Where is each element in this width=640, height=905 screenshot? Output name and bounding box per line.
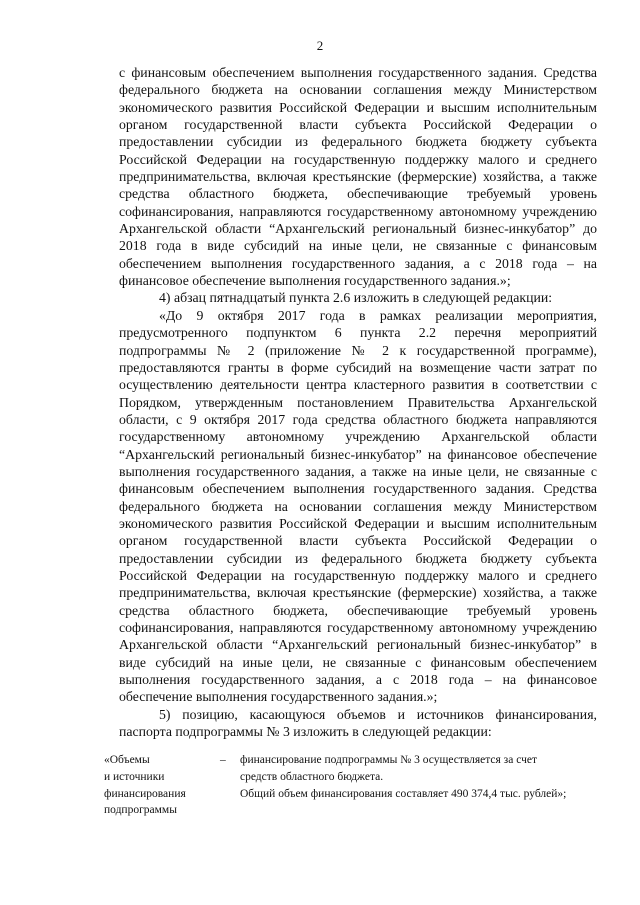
- paragraph-quoted-text: «До 9 октября 2017 года в рамках реализации мероприятия, предусмотренного подпунктом 6 пункта 2.2 перечня мероприятий подпрограммы № 2 (приложение № 2 к государственной программе), предоставляются гранты в форме субсидий на возмещение части затрат по осуществлению деятельности центра кластерного развития в соответствии с Порядком, утвержденным постановлением Правительства Архангельской области, с 9 октября 2017 года средства областного бюджета направляются государственному автономному учреждению Архангельской области “Архангельский региональный бизнес-инкубатор” на финансовое обеспечение выполнения государственного задания, а также на иные цели, не связанные с финансовым обеспечением выполнения государственного задания. Средства федерального бюджета на основании соглашения между Министерством экономического развития Российской Федерации и высшим исполнительным органом государственной власти субъекта Российской Федерации о предоставлении субсидии из федерального бюджета бюджету субъекта Российской Федерации на государственную поддержку малого и среднего предпринимательства, включая крестьянские (фермерские) хозяйства, а также средства областного бюджета, обеспечивающие требуемый уровень софинансирования, направляются государственному автономному учреждению Архангельской области “Архангельский региональный бизнес-инкубатор” в виде субсидий на иные цели, не связанные с финансовым обеспечением выполнения государственного задания, а с 2018 года – на финансовое обеспечение выполнения государственного задания.»;: [119, 307, 597, 705]
- passport-dash: –: [220, 754, 226, 766]
- passport-value-line: Общий объем финансирования составляет 490 374,4 тыс. рублей»;: [240, 787, 567, 800]
- passport-label: [104, 752, 220, 819]
- passport-label-line: «Объемы: [104, 754, 150, 766]
- paragraph-item-5: 5) позицию, касающуюся объемов и источников финансирования, паспорта подпрограммы № 3 изложить в следующей редакции:: [119, 706, 597, 740]
- passport-label-line: и источники: [104, 770, 165, 783]
- page-number: 2: [316, 38, 324, 53]
- passport-label-line: финансирования: [104, 787, 186, 800]
- passport-label-line: подпрограммы: [104, 804, 177, 817]
- paragraph-item-4: 4) абзац пятнадцатый пункта 2.6 изложить в следующей редакции:: [159, 290, 553, 306]
- paragraph-continuation: с финансовым обеспечением выполнения государственного задания. Средства федерального бюджета на основании соглашения между Министерством экономического развития Российской Федерации и высшим исполнительным органом государственной власти субъекта Российской Федерации о предоставлении субсидии из федерального бюджета бюджету субъекта Российской Федерации на государственную поддержку малого и среднего предпринимательства, включая крестьянские (фермерские) хозяйства, а также средства областного бюджета, обеспечивающие требуемый уровень софинансирования, направляются государственному автономному учреждению Архангельской области “Архангельский региональный бизнес-инкубатор” до 2018 года в виде субсидий на иные цели, не связанные с финансовым обеспечением выполнения государственного задания, а с 2018 года – на финансовое обеспечение выполнения государственного задания.»;: [119, 65, 597, 289]
- passport-value: [240, 752, 600, 819]
- document-body: [119, 64, 597, 740]
- passport-value-line: средств областного бюджета.: [240, 770, 384, 783]
- passport-table: [104, 752, 600, 819]
- passport-value-line: финансирование подпрограммы № 3 осуществляется за счет: [240, 754, 537, 766]
